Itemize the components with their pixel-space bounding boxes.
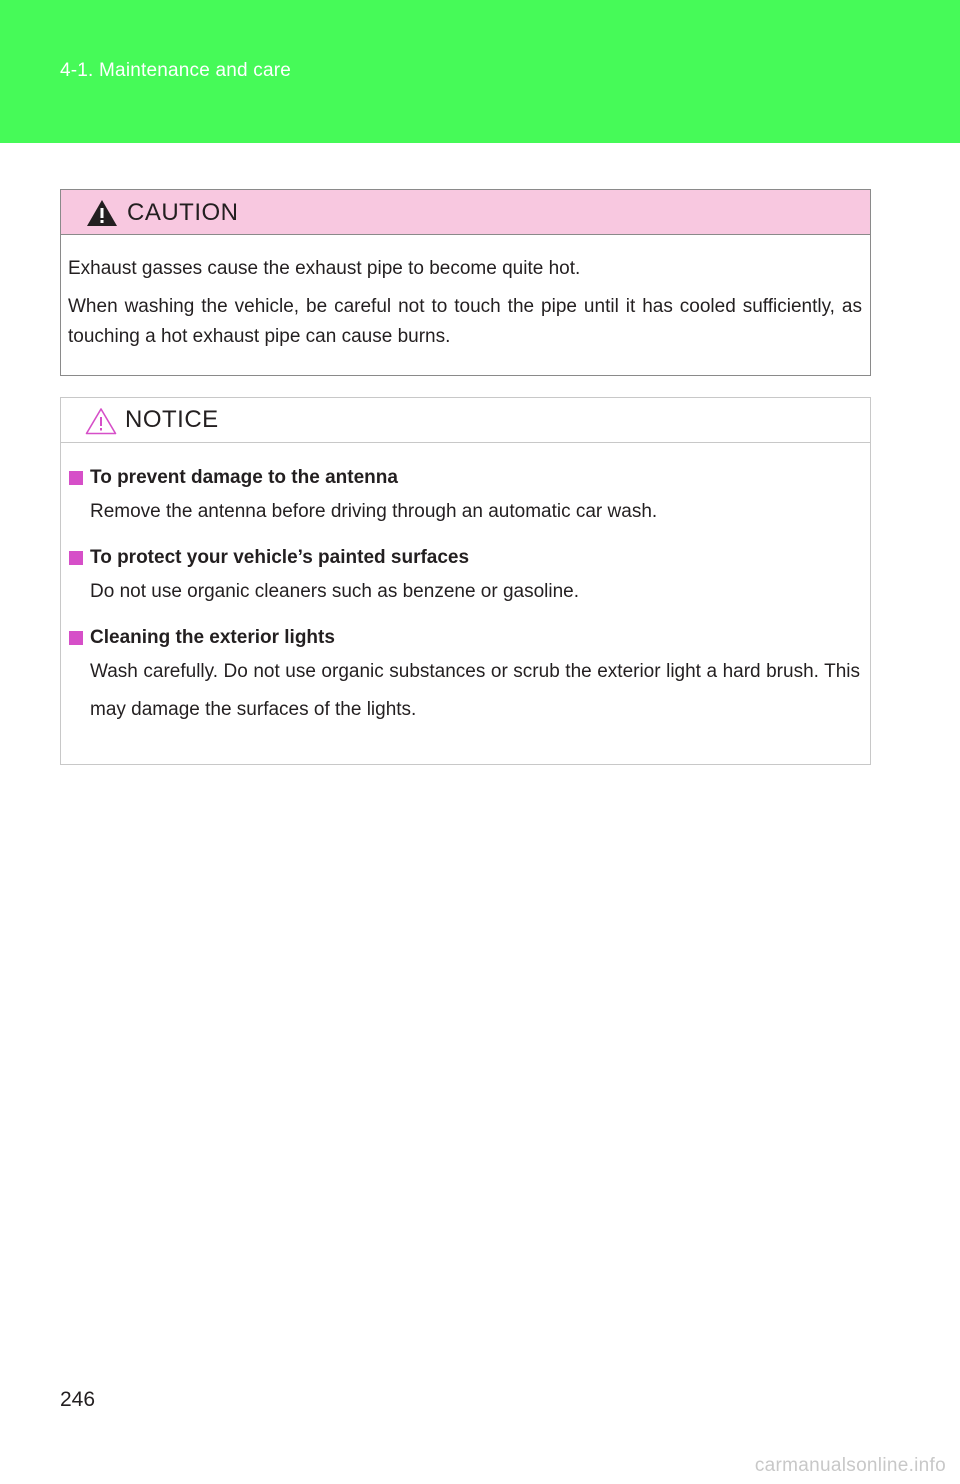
header-band — [0, 0, 960, 143]
notice-item — [69, 543, 860, 611]
notice-item — [69, 463, 860, 531]
notice-item-text: Remove the antenna before driving through an automatic car wash. — [90, 501, 658, 522]
square-bullet-icon — [69, 471, 83, 485]
notice-item-title: Cleaning the exterior lights — [90, 627, 335, 648]
notice-body — [61, 443, 870, 729]
notice-header — [61, 398, 870, 443]
watermark: carmanualsonline.info — [754, 1455, 946, 1476]
notice-item-text: Do not use organic cleaners such as benzene or gasoline. — [90, 581, 580, 602]
page-number: 246 — [60, 1388, 96, 1411]
caution-header — [61, 190, 870, 235]
square-bullet-icon — [69, 551, 83, 565]
notice-label: NOTICE — [125, 406, 219, 433]
square-bullet-icon — [69, 631, 83, 645]
caution-body — [61, 235, 870, 352]
notice-item — [69, 623, 860, 729]
warning-triangle-outline-icon — [85, 407, 117, 435]
section-title: 4-1. Maintenance and care — [60, 60, 292, 81]
caution-box — [60, 189, 871, 376]
warning-triangle-filled-icon — [86, 199, 118, 227]
caution-label: CAUTION — [127, 199, 239, 226]
notice-item-text: Wash carefully. Do not use organic substances or scrub the exterior light a hard brush. This may damage the surfaces of the lights. — [90, 661, 860, 720]
notice-box — [60, 397, 871, 765]
notice-item-title: To prevent damage to the antenna — [90, 467, 398, 488]
notice-item-title: To protect your vehicle’s painted surfaces — [90, 547, 470, 568]
caution-paragraph: When washing the vehicle, be careful not to touch the pipe until it has cooled sufficiently, as touching a hot exhaust pipe can cause burns. — [68, 296, 862, 347]
caution-paragraph: Exhaust gasses cause the exhaust pipe to become quite hot. — [68, 258, 581, 279]
